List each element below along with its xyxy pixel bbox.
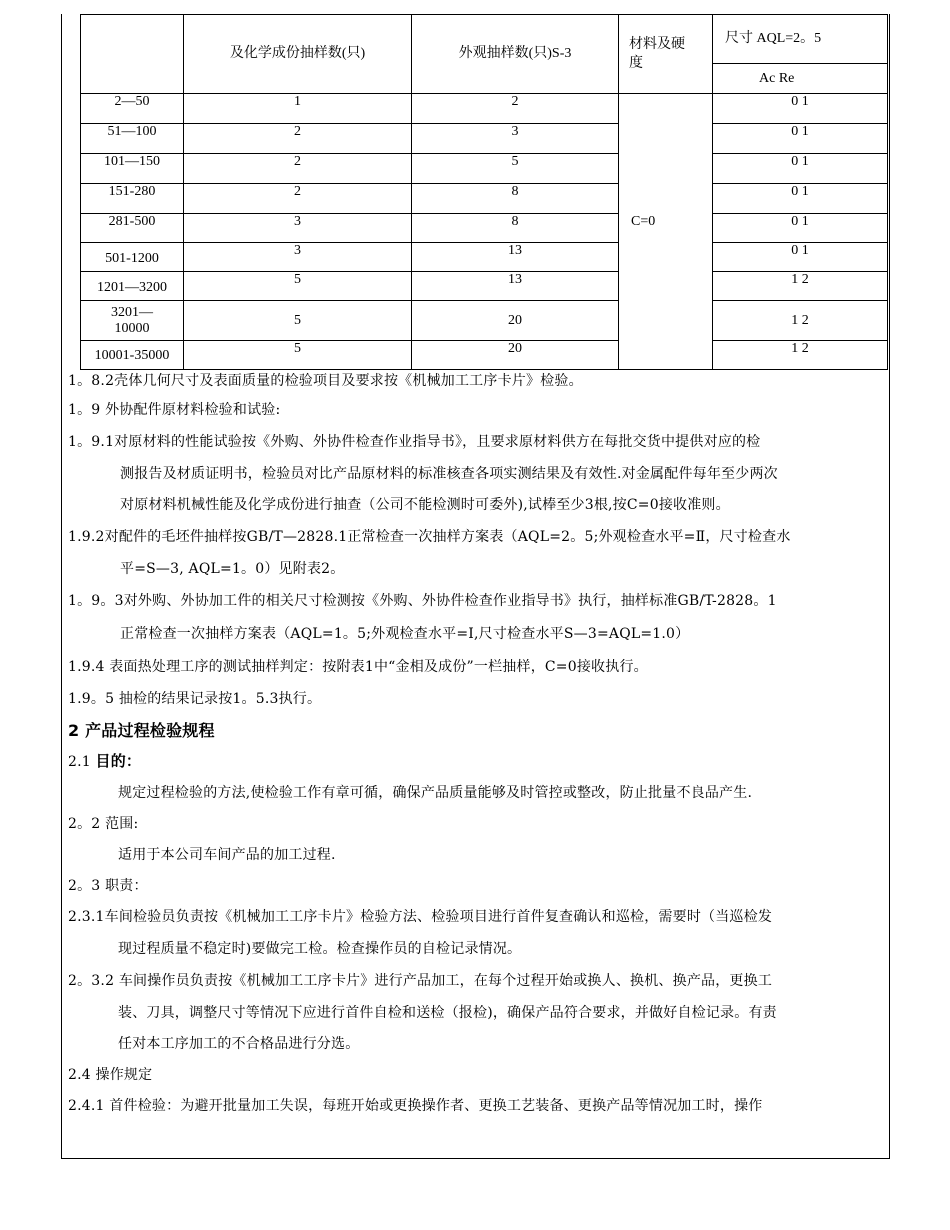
header-material-hardness: 材料及硬度: [619, 15, 713, 94]
paragraph: 1.9.4 表面热处理工序的测试抽样判定：按附表1中“金相及成份”一栏抽样，C=0接收执行。: [68, 659, 648, 675]
subsection-heading: [68, 747, 880, 777]
appearance-sample-cell: 20: [412, 301, 619, 341]
paragraph: 2.3.1车间检验员负责按《机械加工工序卡片》检验方法、检验项目进行首件复查确认和巡检，需要时（当巡检发: [68, 909, 773, 925]
paragraph: 2.4 操作规定: [68, 1067, 153, 1083]
lot-size-cell: 101—150: [81, 154, 184, 184]
body-text: [68, 368, 880, 1122]
header-lot-size: [81, 15, 184, 94]
appearance-sample-cell: 8: [412, 214, 619, 243]
paragraph: 2。2 范围:: [68, 816, 139, 832]
ac-re-cell: 0 1: [713, 214, 888, 243]
merged-c-zero-cell: C=0: [619, 94, 713, 370]
ac-re-cell: 0 1: [713, 94, 888, 124]
appearance-sample-cell: 8: [412, 184, 619, 214]
chem-sample-cell: 2: [184, 184, 412, 214]
paragraph: 1。9 外协配件原材料检验和试验:: [68, 402, 281, 418]
chem-sample-cell: 5: [184, 272, 412, 301]
chem-sample-cell: 2: [184, 154, 412, 184]
chem-sample-cell: 5: [184, 341, 412, 370]
chem-sample-cell: 3: [184, 214, 412, 243]
ac-re-cell: 0 1: [713, 124, 888, 154]
appearance-sample-cell: 2: [412, 94, 619, 124]
appearance-sample-cell: 20: [412, 341, 619, 370]
section-heading: 2 产品过程检验规程: [68, 721, 215, 740]
ac-re-cell: 1 2: [713, 301, 888, 341]
header-chem-sample: 及化学成份抽样数(只): [184, 15, 412, 94]
paragraph: 规定过程检验的方法,使检验工作有章可循，确保产品质量能够及时管控或整改，防止批量不良品产生.: [118, 785, 753, 801]
paragraph: 装、刀具，调整尺寸等情况下应进行首件自检和送检（报检)，确保产品符合要求，并做好自检记录。有责: [118, 1005, 777, 1021]
subsection-number: 2.1: [68, 754, 96, 770]
paragraph: 适用于本公司车间产品的加工过程.: [118, 847, 336, 863]
sampling-table: [80, 14, 888, 370]
paragraph: 正常检查一次抽样方案表（AQL=1。5;外观检查水平=Ⅰ,尺寸检查水平S—3=AQL=1.0）: [120, 626, 690, 642]
paragraph: 1.9。5 抽检的结果记录按1。5.3执行。: [68, 691, 322, 707]
lot-size-cell: 10001-35000: [81, 341, 184, 370]
header-size-aql: 尺寸 AQL=2。5: [713, 15, 888, 64]
paragraph: 对原材料机械性能及化学成份进行抽查（公司不能检测时可委外),试棒至少3根,按C=0接收准则。: [120, 497, 730, 513]
chem-sample-cell: 1: [184, 94, 412, 124]
header-appearance-sample: 外观抽样数(只)S-3: [412, 15, 619, 94]
lot-size-cell: 501-1200: [81, 243, 184, 272]
header-ac-re: Ac Re: [713, 64, 888, 94]
paragraph: 测报告及材质证明书，检验员对比产品原材料的标准核查各项实测结果及有效性.对金属配件每年至少两次: [120, 466, 778, 482]
lot-size-cell: 281-500: [81, 214, 184, 243]
paragraph: 1.9.2对配件的毛坯件抽样按GB/T—2828.1正常检查一次抽样方案表（AQL=2。5;外观检查水平=Ⅱ，尺寸检查水: [68, 529, 791, 545]
paragraph: 2.4.1 首件检验：为避开批量加工失误，每班开始或更换操作者、更换工艺装备、更换产品等情况加工时，操作: [68, 1098, 763, 1114]
ac-re-cell: 0 1: [713, 184, 888, 214]
paragraph: 1。9.1对原材料的性能试验按《外购、外协件检查作业指导书》，且要求原材料供方在每批交货中提供对应的检: [68, 434, 761, 450]
appearance-sample-cell: 5: [412, 154, 619, 184]
paragraph: 2。3 职责：: [68, 878, 148, 894]
lot-size-cell: 3201—10000: [81, 301, 184, 341]
lot-size-cell: 151-280: [81, 184, 184, 214]
chem-sample-cell: 5: [184, 301, 412, 341]
appearance-sample-cell: 13: [412, 243, 619, 272]
appearance-sample-cell: 3: [412, 124, 619, 154]
lot-size-cell: 2—50: [81, 94, 184, 124]
chem-sample-cell: 2: [184, 124, 412, 154]
subsection-title: 目的：: [95, 752, 142, 770]
paragraph: 现过程质量不稳定时)要做完工检。检查操作员的自检记录情况。: [118, 941, 522, 957]
ac-re-cell: 1 2: [713, 272, 888, 301]
appearance-sample-cell: 13: [412, 272, 619, 301]
paragraph: 1。9。3对外购、外协加工件的相关尺寸检测按《外购、外协件检查作业指导书》执行，抽样标准GB/T-2828。1: [68, 593, 777, 609]
ac-re-cell: 0 1: [713, 154, 888, 184]
lot-size-cell: 1201—3200: [81, 272, 184, 301]
chem-sample-cell: 3: [184, 243, 412, 272]
paragraph: 1。8.2壳体几何尺寸及表面质量的检验项目及要求按《机械加工工序卡片》检验。: [68, 373, 583, 389]
lot-size-cell: 51—100: [81, 124, 184, 154]
paragraph: 平=S—3, AQL=1。0）见附表2。: [120, 561, 345, 577]
ac-re-cell: 0 1: [713, 243, 888, 272]
paragraph: 2。3.2 车间操作员负责按《机械加工工序卡片》进行产品加工，在每个过程开始或换人、换机、换产品，更换工: [68, 973, 773, 989]
ac-re-cell: 1 2: [713, 341, 888, 370]
paragraph: 任对本工序加工的不合格品进行分选。: [118, 1036, 360, 1052]
